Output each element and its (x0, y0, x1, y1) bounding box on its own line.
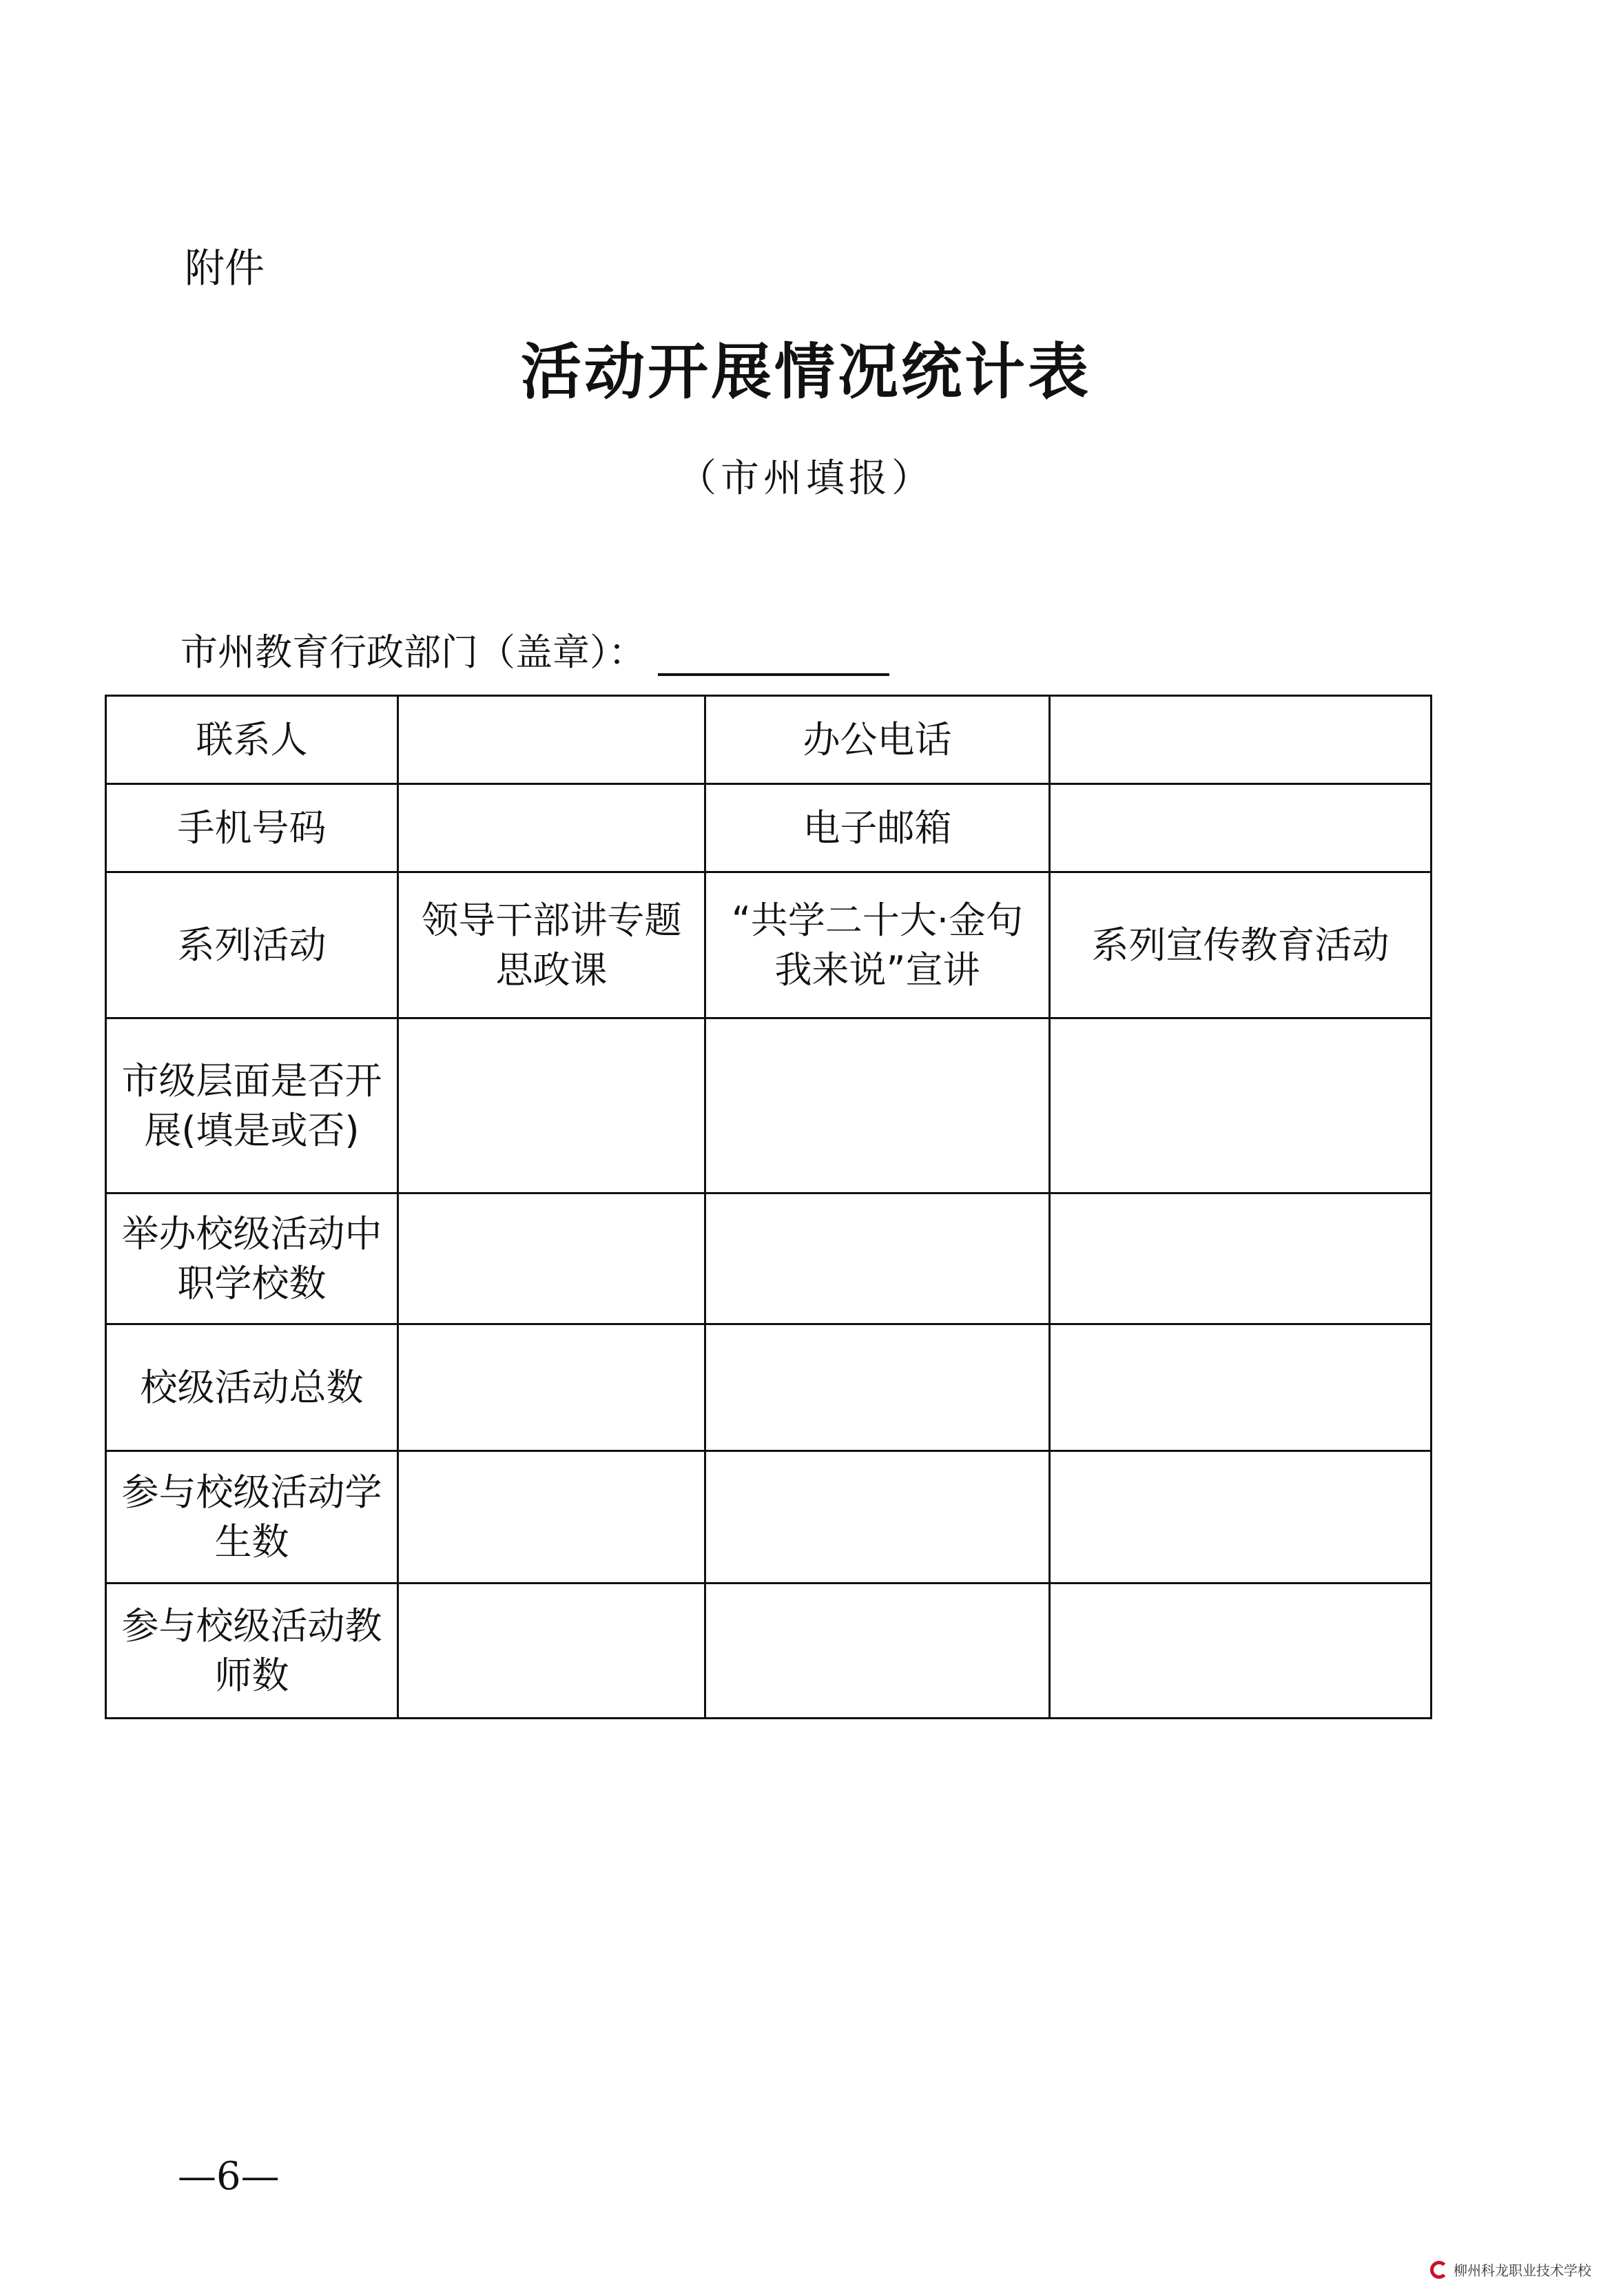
office-phone-label: 办公电话 (705, 696, 1050, 784)
email-input-cell[interactable] (1050, 784, 1432, 872)
contact-label: 联系人 (106, 696, 398, 784)
table-row (106, 1324, 1432, 1451)
table-row (106, 1193, 1432, 1324)
data-cell[interactable] (398, 1193, 705, 1324)
data-cell[interactable] (1050, 1324, 1432, 1451)
page-subtitle: （市州填报） (678, 456, 934, 501)
mobile-input-cell[interactable] (398, 784, 705, 872)
department-blank-field[interactable] (658, 639, 889, 676)
series-header-2: “共学二十大·金句我来说”宣讲 (705, 872, 1050, 1018)
school-logo-icon (1430, 2261, 1448, 2279)
data-cell[interactable] (705, 1451, 1050, 1583)
footer-logo-text: 柳州科龙职业技术学校 (1454, 2262, 1591, 2279)
page-title: 活动开展情况统计表 (520, 336, 1091, 407)
data-cell[interactable] (398, 1324, 705, 1451)
data-cell[interactable] (705, 1324, 1050, 1451)
data-cell[interactable] (398, 1451, 705, 1583)
row-label: 举办校级活动中职学校数 (106, 1193, 398, 1324)
data-cell[interactable] (1050, 1451, 1432, 1583)
data-cell[interactable] (1050, 1193, 1432, 1324)
table-row (106, 1451, 1432, 1583)
page-number: —6— (178, 2154, 280, 2199)
office-phone-input-cell[interactable] (1050, 696, 1432, 784)
statistics-table (105, 695, 1432, 1719)
series-header-1: 领导干部讲专题思政课 (398, 872, 705, 1018)
row-label: 参与校级活动教师数 (106, 1583, 398, 1719)
data-cell[interactable] (705, 1583, 1050, 1719)
contact-input-cell[interactable] (398, 696, 705, 784)
department-seal-line (180, 623, 889, 676)
row-label: 校级活动总数 (106, 1324, 398, 1451)
table-row (106, 696, 1432, 784)
data-cell[interactable] (705, 1193, 1050, 1324)
footer-logo (1430, 2259, 1591, 2279)
department-label: 市州教育行政部门（盖章）： (180, 631, 645, 674)
data-cell[interactable] (398, 1583, 705, 1719)
table-row (106, 1018, 1432, 1193)
series-header-3: 系列宣传教育活动 (1050, 872, 1432, 1018)
attachment-label: 附件 (185, 245, 265, 291)
table-row (106, 872, 1432, 1018)
table-row (106, 784, 1432, 872)
data-cell[interactable] (1050, 1583, 1432, 1719)
table-row (106, 1583, 1432, 1719)
email-label: 电子邮箱 (705, 784, 1050, 872)
data-cell[interactable] (1050, 1018, 1432, 1193)
data-cell[interactable] (398, 1018, 705, 1193)
row-label: 参与校级活动学生数 (106, 1451, 398, 1583)
data-cell[interactable] (705, 1018, 1050, 1193)
mobile-label: 手机号码 (106, 784, 398, 872)
series-label: 系列活动 (106, 872, 398, 1018)
row-label: 市级层面是否开展(填是或否) (106, 1018, 398, 1193)
